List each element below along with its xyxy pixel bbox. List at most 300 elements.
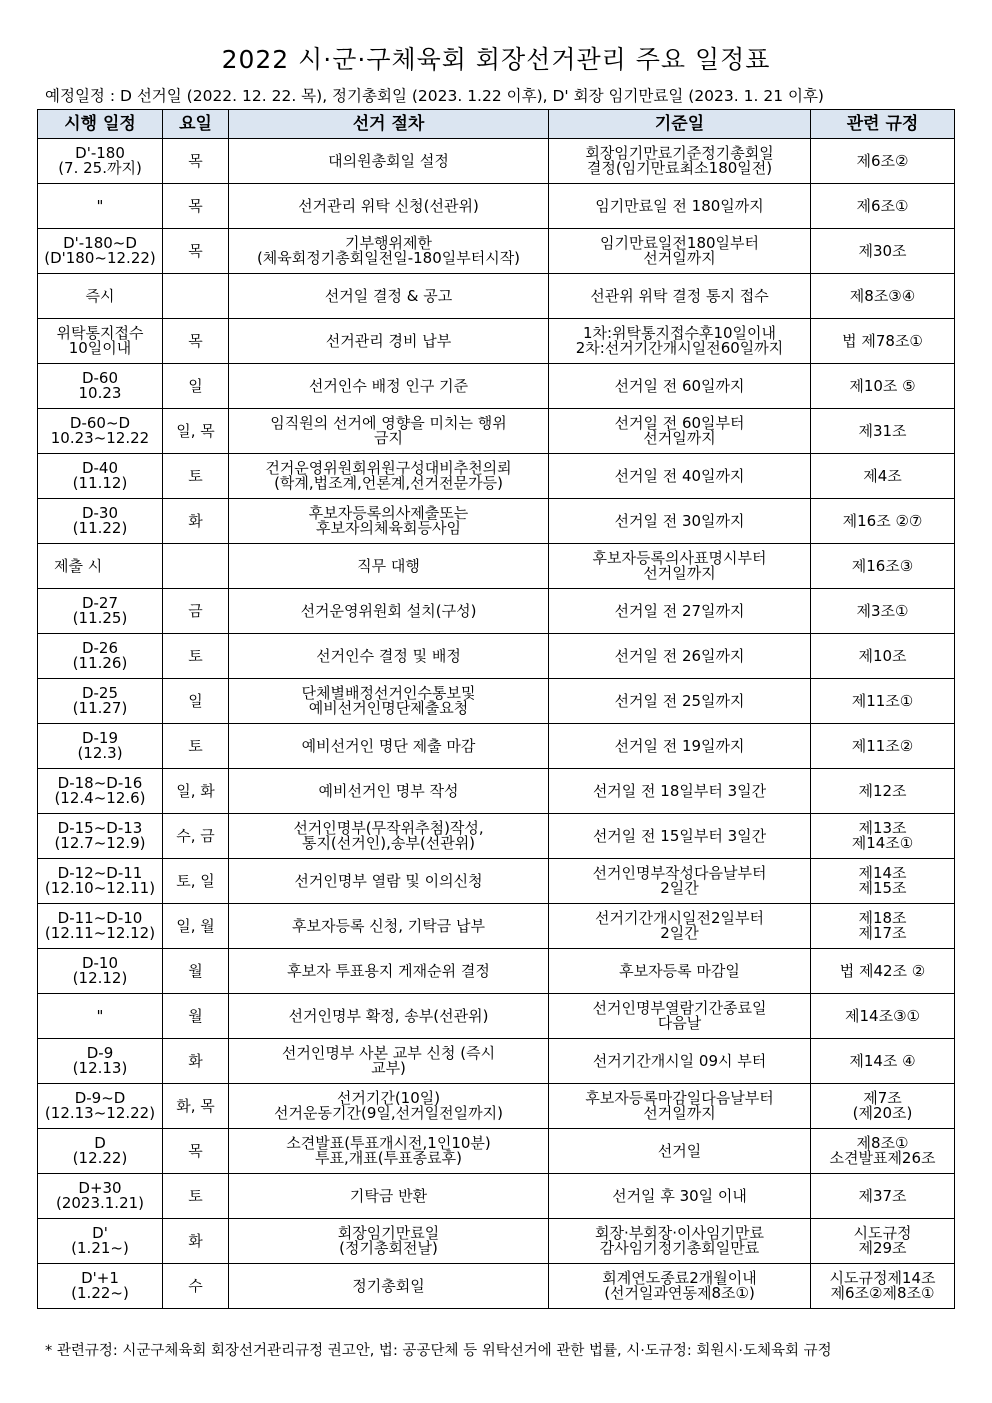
cell-day: 화, 목 — [163, 1084, 229, 1129]
cell-procedure-line: 임직원의 선거에 영향을 미치는 행위 — [270, 414, 507, 432]
cell-base-date — [549, 544, 811, 589]
cell-base-date-line: 회계연도종료2개월이내 — [602, 1269, 757, 1287]
cell-base-date-line: 다음날 — [657, 1014, 702, 1032]
cell-date-line: (11.22) — [72, 519, 128, 537]
cell-date-line: (1.22~) — [71, 1284, 129, 1302]
cell-base-date — [549, 1174, 811, 1219]
cell-date — [38, 904, 163, 949]
cell-day: 목 — [163, 139, 229, 184]
cell-base-date — [549, 229, 811, 274]
cell-procedure-line: 예비선거인 명부 작성 — [318, 781, 459, 800]
cell-date-line: (12.7~12.9) — [54, 834, 146, 852]
cell-date — [38, 634, 163, 679]
cell-base-date-line: 임기만료일전180일부터 — [599, 234, 760, 252]
cell-regulation — [811, 274, 955, 319]
cell-regulation — [811, 319, 955, 364]
cell-procedure — [229, 1084, 549, 1129]
cell-base-date-line: 후보자등록 마감일 — [619, 961, 740, 980]
cell-base-date — [549, 319, 811, 364]
cell-day: 목 — [163, 1129, 229, 1174]
footnote: * 관련규정: 시군구체육회 회장선거관리규정 권고안, 법: 공공단체 등 위탁선거에 관한 법률, 시·도규정: 회원시·도체육회 규정 — [45, 1343, 832, 1359]
cell-base-date-line: 선거일 전 60일까지 — [614, 376, 745, 395]
cell-date — [38, 724, 163, 769]
cell-base-date-line: 선거일 후 30일 이내 — [612, 1186, 747, 1205]
cell-procedure — [229, 364, 549, 409]
cell-base-date-line: 선거일까지 — [643, 1104, 716, 1122]
header-day: 요일 — [163, 110, 229, 139]
cell-procedure-line: 금지 — [374, 429, 403, 447]
cell-base-date — [549, 364, 811, 409]
cell-regulation-line: 제31조 — [858, 421, 907, 440]
cell-base-date — [549, 994, 811, 1039]
cell-date-line: 위탁통지접수 — [56, 324, 144, 342]
cell-date-line: D — [94, 1134, 106, 1152]
cell-regulation-line: 제7조 — [863, 1089, 902, 1107]
table-row — [38, 949, 955, 994]
cell-regulation-line: 제6조②제8조① — [830, 1284, 935, 1302]
cell-day: 금 — [163, 589, 229, 634]
cell-date-line: (11.25) — [72, 609, 128, 627]
cell-base-date-line: 임기만료일 전 180일까지 — [595, 196, 764, 215]
cell-base-date-line: 선거일 — [657, 1141, 702, 1160]
cell-procedure — [229, 859, 549, 904]
cell-procedure — [229, 949, 549, 994]
cell-base-date-line: 선관위 위탁 결정 통지 접수 — [590, 286, 769, 305]
cell-date — [38, 1219, 163, 1264]
cell-regulation — [811, 814, 955, 859]
cell-date — [38, 499, 163, 544]
cell-date-line: (12.13) — [72, 1059, 128, 1077]
cell-date — [38, 184, 163, 229]
cell-date-line: D-30 — [81, 504, 119, 522]
cell-base-date-line: 선거일 전 40일까지 — [614, 466, 745, 485]
cell-date — [38, 814, 163, 859]
cell-base-date-line: 선거일 전 60일부터 — [614, 414, 745, 432]
cell-date — [38, 994, 163, 1039]
cell-date-line: D-18~D-16 — [57, 774, 143, 792]
cell-date-line: D'-180 — [75, 144, 125, 162]
table-row — [38, 904, 955, 949]
cell-procedure-line: (체육회정기총회일전일-180일부터시작) — [256, 249, 521, 267]
cell-regulation-line: 제14조 ④ — [849, 1051, 916, 1070]
cell-regulation-line: 제11조② — [851, 736, 914, 755]
cell-procedure-line: 후보자 투표용지 게재순위 결정 — [287, 961, 490, 980]
cell-base-date — [549, 409, 811, 454]
cell-date-line: D-25 — [81, 684, 119, 702]
cell-procedure-line: 선거인명부 확정, 송부(선관위) — [288, 1006, 489, 1025]
cell-date-line: D-9 — [86, 1044, 114, 1062]
cell-regulation-line: 제6조② — [856, 151, 909, 170]
cell-procedure-line: 대의원총회일 설정 — [328, 151, 449, 170]
cell-base-date — [549, 814, 811, 859]
cell-procedure-line: 후보자등록 신청, 기탁금 납부 — [292, 916, 485, 935]
cell-date — [38, 1039, 163, 1084]
cell-day: 화 — [163, 1219, 229, 1264]
cell-regulation-line: 제17조 — [858, 924, 907, 942]
table-row — [38, 589, 955, 634]
cell-regulation-line: 제8조① — [856, 1134, 909, 1152]
cell-regulation-line: 소견발표제26조 — [829, 1149, 936, 1167]
cell-base-date-line: 선거인명부열람기간종료일 — [592, 999, 767, 1017]
cell-regulation — [811, 1174, 955, 1219]
cell-date-line: (12.12) — [72, 969, 128, 987]
cell-base-date — [549, 1039, 811, 1084]
cell-date — [38, 319, 163, 364]
cell-procedure-line: 선거인수 결정 및 배정 — [316, 646, 461, 665]
cell-day: 목 — [163, 229, 229, 274]
cell-day: 목 — [163, 184, 229, 229]
cell-base-date-line: 2차:선거기간개시일전60일까지 — [575, 339, 784, 357]
cell-procedure-line: 후보자의체육회등사임 — [316, 519, 461, 537]
cell-day: 일, 화 — [163, 769, 229, 814]
table-row — [38, 994, 955, 1039]
table-row — [38, 454, 955, 499]
cell-base-date — [549, 184, 811, 229]
cell-procedure-line: 통지(선거인),송부(선관위) — [301, 834, 476, 852]
cell-base-date — [549, 679, 811, 724]
schedule-subtitle: 예정일정 : D 선거일 (2022. 12. 22. 목), 정기총회일 (2023. 1.22 이후), D' 회장 임기만료일 (2023. 1. 21 이후) — [45, 87, 824, 105]
cell-day: 화 — [163, 499, 229, 544]
cell-date-line: D-12~D-11 — [57, 864, 143, 882]
cell-base-date — [549, 769, 811, 814]
cell-regulation-line: 법 제78조① — [842, 331, 923, 350]
cell-procedure-line: 선거인명부(무작위추첨)작성, — [293, 819, 484, 837]
cell-date-line: D-11~D-10 — [57, 909, 143, 927]
cell-regulation-line: 제4조 — [863, 466, 902, 485]
cell-regulation-line: 제6조① — [856, 196, 909, 215]
cell-procedure-line: 선거인수 배정 인구 기준 — [308, 376, 469, 395]
cell-procedure-line: 예비선거인명단제출요청 — [308, 699, 469, 717]
cell-date-line: (12.11~12.12) — [44, 924, 156, 942]
cell-procedure — [229, 409, 549, 454]
cell-regulation — [811, 364, 955, 409]
cell-regulation — [811, 409, 955, 454]
cell-day: 토, 일 — [163, 859, 229, 904]
cell-regulation — [811, 589, 955, 634]
cell-regulation-line: 시도규정제14조 — [829, 1269, 936, 1287]
cell-procedure — [229, 274, 549, 319]
cell-procedure — [229, 1129, 549, 1174]
cell-base-date-line: 선거일까지 — [643, 249, 716, 267]
cell-regulation-line: 제14조 — [858, 864, 907, 882]
cell-date-line: " — [96, 1006, 104, 1025]
cell-base-date-line: 후보자등록마감일다음날부터 — [585, 1089, 774, 1107]
cell-date — [38, 364, 163, 409]
cell-date — [38, 544, 163, 589]
document-title: 2022 시·군·구체육회 회장선거관리 주요 일정표 — [221, 45, 771, 74]
cell-day — [163, 274, 229, 319]
cell-base-date-line: (선거일과연동제8조①) — [604, 1284, 755, 1302]
cell-base-date-line: 선거기간개시일전2일부터 — [595, 909, 764, 927]
cell-day — [163, 544, 229, 589]
cell-regulation — [811, 1084, 955, 1129]
cell-base-date — [549, 634, 811, 679]
cell-day: 월 — [163, 994, 229, 1039]
header-base-date: 기준일 — [549, 110, 811, 139]
cell-date-line: 10.23~12.22 — [50, 429, 150, 447]
table-row — [38, 1219, 955, 1264]
cell-procedure — [229, 229, 549, 274]
cell-date — [38, 139, 163, 184]
cell-regulation — [811, 679, 955, 724]
cell-date — [38, 859, 163, 904]
cell-regulation — [811, 1264, 955, 1309]
cell-regulation-line: 제14조③① — [845, 1006, 920, 1025]
cell-day: 일 — [163, 679, 229, 724]
cell-base-date-line: 선거기간개시일 09시 부터 — [592, 1051, 767, 1070]
cell-procedure-line: (정기총회전날) — [339, 1239, 438, 1257]
cell-regulation-line: 제11조① — [851, 691, 914, 710]
cell-date — [38, 1084, 163, 1129]
cell-regulation-line: 법 제42조 ② — [839, 961, 926, 980]
cell-procedure-line: 소견발표(투표개시전,1인10분) — [286, 1134, 491, 1152]
cell-regulation-line: 제16조 ②⑦ — [842, 511, 923, 530]
cell-procedure-line: 기부행위제한 — [345, 234, 432, 252]
cell-base-date-line: 회장임기만료기준정기총회일 — [585, 144, 774, 162]
header-regulation: 관련 규정 — [811, 110, 955, 139]
cell-date-line: " — [96, 196, 104, 215]
cell-regulation — [811, 859, 955, 904]
cell-base-date — [549, 1129, 811, 1174]
cell-date — [38, 1174, 163, 1219]
cell-day: 화 — [163, 1039, 229, 1084]
cell-date-line: (12.4~12.6) — [54, 789, 146, 807]
cell-procedure — [229, 1219, 549, 1264]
cell-date — [38, 1129, 163, 1174]
cell-procedure-line: 선거일 결정 & 공고 — [324, 286, 453, 305]
table-row — [38, 634, 955, 679]
cell-procedure — [229, 994, 549, 1039]
table-row — [38, 229, 955, 274]
cell-procedure-line: 선거관리 경비 납부 — [325, 331, 452, 350]
cell-base-date — [549, 589, 811, 634]
cell-procedure — [229, 814, 549, 859]
cell-date-line: 제출 시 — [54, 556, 103, 575]
table-row — [38, 769, 955, 814]
table-row — [38, 409, 955, 454]
cell-date — [38, 769, 163, 814]
cell-date-line: D-60 — [81, 369, 119, 387]
cell-regulation-line: 제8조③④ — [849, 286, 916, 305]
cell-date-line: (2023.1.21) — [55, 1194, 145, 1212]
cell-base-date-line: 선거일 전 15일부터 3일간 — [592, 826, 767, 845]
table-row — [38, 1174, 955, 1219]
cell-day: 토 — [163, 724, 229, 769]
table-row — [38, 1084, 955, 1129]
table-header-row — [38, 110, 955, 139]
cell-base-date — [549, 454, 811, 499]
table-body — [38, 139, 955, 1309]
cell-regulation — [811, 994, 955, 1039]
cell-regulation-line: 제12조 — [858, 781, 907, 800]
cell-regulation-line: 제3조① — [856, 601, 909, 620]
cell-procedure — [229, 724, 549, 769]
cell-regulation-line: 제16조③ — [851, 556, 914, 575]
cell-date-line: D-26 — [81, 639, 119, 657]
cell-procedure-line: 회장임기만료일 — [337, 1224, 440, 1242]
cell-regulation — [811, 184, 955, 229]
cell-date — [38, 229, 163, 274]
cell-regulation-line: 제37조 — [858, 1186, 907, 1205]
table-row — [38, 499, 955, 544]
table-row — [38, 139, 955, 184]
cell-date — [38, 949, 163, 994]
cell-date — [38, 409, 163, 454]
cell-procedure-line: (학계,법조계,언론계,선거전문가등) — [274, 474, 503, 492]
cell-day: 목 — [163, 319, 229, 364]
cell-date-line: D'+1 — [81, 1269, 119, 1287]
cell-procedure — [229, 499, 549, 544]
cell-base-date — [549, 724, 811, 769]
cell-procedure — [229, 1174, 549, 1219]
cell-base-date-line: 감사임기정기총회일만료 — [599, 1239, 760, 1257]
cell-regulation-line: 제15조 — [858, 879, 907, 897]
header-procedure: 선거 절차 — [229, 110, 549, 139]
table-row — [38, 859, 955, 904]
cell-procedure — [229, 454, 549, 499]
cell-date-line: 10일이내 — [68, 339, 132, 357]
cell-procedure-line: 선거관리 위탁 신청(선관위) — [298, 196, 479, 215]
table-row — [38, 814, 955, 859]
cell-procedure-line: 정기총회일 — [352, 1276, 425, 1295]
cell-base-date-line: 선거인명부작성다음날부터 — [592, 864, 767, 882]
cell-date-line: (11.27) — [72, 699, 128, 717]
cell-date-line: 즉시 — [85, 286, 115, 305]
cell-date-line: D-40 — [81, 459, 119, 477]
cell-date-line: D-10 — [81, 954, 119, 972]
cell-regulation — [811, 1219, 955, 1264]
cell-procedure — [229, 1264, 549, 1309]
cell-day: 수 — [163, 1264, 229, 1309]
cell-procedure — [229, 679, 549, 724]
cell-date-line: (12.3) — [77, 744, 123, 762]
cell-procedure-line: 선거운동기간(9일,선거일전일까지) — [274, 1104, 503, 1122]
cell-date-line: (7. 25.까지) — [58, 159, 142, 177]
cell-base-date-line: 2일간 — [660, 879, 699, 897]
cell-regulation — [811, 1129, 955, 1174]
cell-regulation-line: 제18조 — [858, 909, 907, 927]
cell-date — [38, 589, 163, 634]
cell-procedure — [229, 184, 549, 229]
table-row — [38, 1039, 955, 1084]
cell-procedure-line: 기탁금 반환 — [349, 1186, 428, 1205]
table-row — [38, 724, 955, 769]
cell-date-line: (12.22) — [72, 1149, 128, 1167]
cell-regulation-line: (제20조) — [852, 1104, 913, 1122]
cell-regulation-line: 제10조 ⑤ — [849, 376, 916, 395]
cell-base-date-line: 후보자등록의사표명시부터 — [592, 549, 767, 567]
cell-day: 일 — [163, 364, 229, 409]
cell-procedure — [229, 1039, 549, 1084]
table-row — [38, 274, 955, 319]
cell-procedure — [229, 589, 549, 634]
cell-regulation-line: 제29조 — [858, 1239, 907, 1257]
cell-date-line: (11.26) — [72, 654, 128, 672]
cell-date-line: D-15~D-13 — [57, 819, 143, 837]
cell-procedure-line: 직무 대행 — [357, 556, 420, 575]
cell-regulation — [811, 769, 955, 814]
cell-base-date-line: 선거일 전 27일까지 — [614, 601, 745, 620]
cell-regulation-line: 제14조① — [851, 834, 914, 852]
cell-day: 토 — [163, 454, 229, 499]
cell-procedure — [229, 139, 549, 184]
cell-base-date — [549, 274, 811, 319]
cell-base-date-line: 결정(임기만료최소180일전) — [586, 159, 773, 177]
cell-day: 수, 금 — [163, 814, 229, 859]
cell-date-line: (D'180~12.22) — [44, 249, 156, 267]
cell-base-date-line: 1차:위탁통지접수후10일이내 — [582, 324, 777, 342]
table-row — [38, 1129, 955, 1174]
cell-date-line: (12.13~12.22) — [44, 1104, 156, 1122]
cell-base-date — [549, 859, 811, 904]
cell-date-line: D'-180~D — [63, 234, 137, 252]
cell-base-date — [549, 1084, 811, 1129]
cell-base-date — [549, 904, 811, 949]
cell-date-line: D-27 — [81, 594, 119, 612]
cell-regulation — [811, 499, 955, 544]
table-row — [38, 1264, 955, 1309]
cell-regulation — [811, 724, 955, 769]
cell-base-date-line: 선거일 전 26일까지 — [614, 646, 745, 665]
cell-date-line: D-19 — [81, 729, 119, 747]
cell-day: 토 — [163, 1174, 229, 1219]
cell-regulation — [811, 1039, 955, 1084]
cell-date-line: D-60~D — [69, 414, 131, 432]
cell-procedure — [229, 544, 549, 589]
cell-base-date — [549, 139, 811, 184]
cell-base-date-line: 선거일 전 25일까지 — [614, 691, 745, 710]
cell-procedure-line: 단체별배정선거인수통보및 — [301, 684, 476, 702]
cell-date-line: 10.23 — [78, 384, 122, 402]
cell-date-line: D-9~D — [74, 1089, 126, 1107]
cell-procedure — [229, 904, 549, 949]
cell-base-date-line: 선거일까지 — [643, 564, 716, 582]
cell-base-date — [549, 1219, 811, 1264]
cell-base-date — [549, 949, 811, 994]
cell-date-line: (12.10~12.11) — [44, 879, 156, 897]
cell-date-line: D+30 — [78, 1179, 122, 1197]
cell-regulation — [811, 229, 955, 274]
cell-regulation-line: 제13조 — [858, 819, 907, 837]
cell-base-date-line: 2일간 — [660, 924, 699, 942]
cell-regulation — [811, 949, 955, 994]
cell-date — [38, 454, 163, 499]
cell-procedure-line: 선거인명부 사본 교부 신청 (즉시 — [281, 1044, 496, 1062]
cell-procedure-line: 예비선거인 명단 제출 마감 — [301, 736, 476, 755]
cell-regulation-line: 제30조 — [858, 241, 907, 260]
cell-date — [38, 274, 163, 319]
cell-date — [38, 679, 163, 724]
cell-base-date-line: 회장·부회장·이사임기만료 — [595, 1224, 764, 1242]
cell-procedure — [229, 319, 549, 364]
cell-regulation — [811, 544, 955, 589]
cell-procedure-line: 선거인명부 열람 및 이의신청 — [294, 871, 483, 890]
cell-day: 일, 월 — [163, 904, 229, 949]
cell-date — [38, 1264, 163, 1309]
cell-base-date-line: 선거일 전 30일까지 — [614, 511, 745, 530]
schedule-table — [37, 109, 955, 1309]
cell-base-date-line: 선거일 전 19일까지 — [614, 736, 745, 755]
cell-procedure-line: 후보자등록의사제출또는 — [308, 504, 469, 522]
cell-date-line: D' — [92, 1224, 108, 1242]
header-date: 시행 일정 — [38, 110, 163, 139]
cell-regulation-line: 제10조 — [858, 646, 907, 665]
cell-base-date — [549, 499, 811, 544]
cell-day: 일, 목 — [163, 409, 229, 454]
cell-regulation-line: 시도규정 — [853, 1224, 912, 1242]
table-row — [38, 319, 955, 364]
cell-regulation — [811, 634, 955, 679]
